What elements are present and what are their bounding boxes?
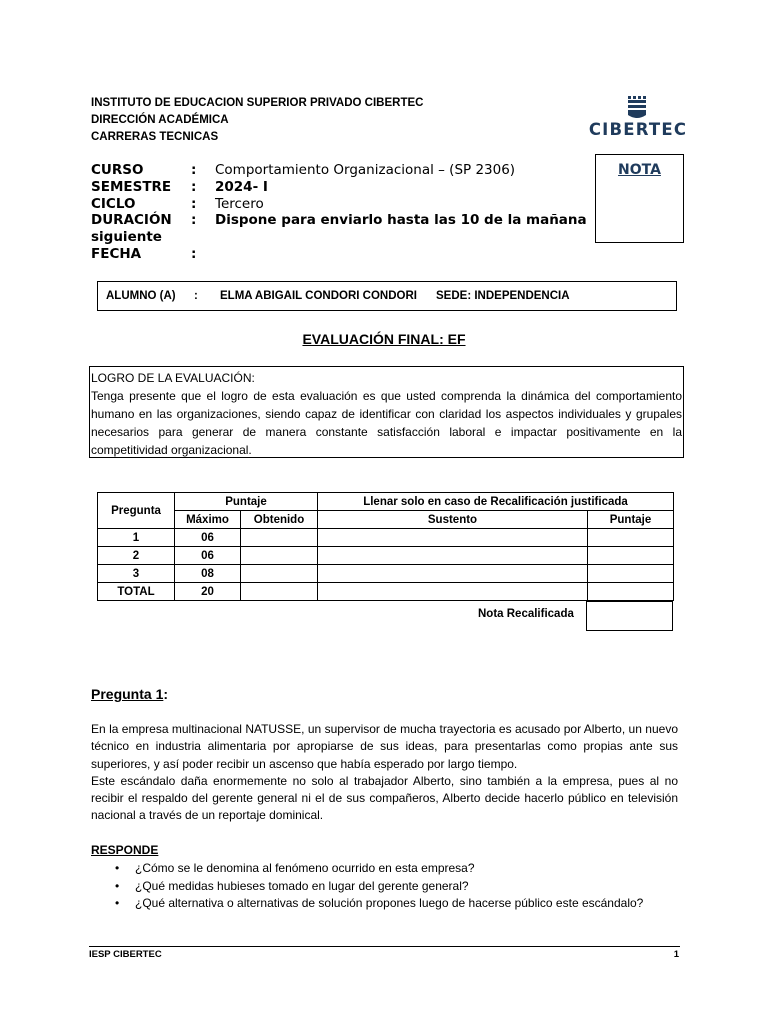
row-obtained-cell[interactable]: [241, 547, 318, 565]
cibertec-logo: [588, 96, 688, 142]
row-sustento-cell[interactable]: [318, 583, 588, 601]
curso-value: Comportamiento Organizacional – (SP 2306): [215, 162, 516, 178]
colon: :: [191, 195, 197, 212]
list-item: [91, 860, 643, 878]
row-max: 06: [175, 529, 241, 547]
header-sustento: Sustento: [318, 511, 588, 529]
row-puntaje-cell[interactable]: [588, 547, 674, 565]
semestre-value: 2024- I: [215, 178, 268, 195]
colon: :: [191, 245, 197, 262]
castle-icon: [588, 96, 688, 120]
header-recalificacion: Llenar solo en caso de Recalificación justificada: [318, 493, 674, 511]
ciclo-label: CICLO: [91, 195, 136, 212]
question-list: [91, 860, 643, 913]
duracion-continuation: siguiente: [91, 229, 162, 246]
row-puntaje-cell[interactable]: [588, 565, 674, 583]
duracion-value: Dispone para enviarlo hasta las 10 de la mañana: [215, 212, 587, 229]
row-max: 20: [175, 583, 241, 601]
row-question: 3: [98, 565, 175, 583]
list-item-text: ¿Qué medidas hubieses tomado en lugar del gerente general?: [135, 878, 469, 893]
header-maximo: Máximo: [175, 511, 241, 529]
responde-heading: RESPONDE: [91, 843, 159, 857]
table-row: [98, 529, 674, 547]
question-title-text: Pregunta 1: [91, 686, 164, 702]
evaluation-title: EVALUACIÓN FINAL: EF: [302, 331, 466, 347]
footer-divider: [89, 946, 680, 947]
semestre-label: SEMESTRE: [91, 178, 172, 195]
row-puntaje-cell[interactable]: [588, 583, 674, 601]
table-row: [98, 565, 674, 583]
logro-box: [89, 366, 684, 458]
row-obtained-cell[interactable]: [241, 565, 318, 583]
nota-label: NOTA: [618, 162, 661, 178]
table-row: [98, 547, 674, 565]
fecha-label: FECHA: [91, 245, 142, 262]
row-max: 06: [175, 547, 241, 565]
row-question: TOTAL: [98, 583, 175, 601]
institution-header: [91, 95, 423, 146]
logro-title: LOGRO DE LA EVALUACIÓN:: [91, 371, 255, 385]
row-obtained-cell[interactable]: [241, 583, 318, 601]
list-item: [91, 895, 643, 913]
colon: :: [191, 162, 197, 178]
technical-careers: CARRERAS TECNICAS: [91, 131, 219, 143]
header-obtenido: Obtenido: [241, 511, 318, 529]
question-paragraph: Este escándalo daña enormemente no solo al trabajador Alberto, sino también a la empresa, pues al no recibir el respaldo del gerente general ni el de sus compañeros, Alberto decide hacerlo público en televisión nacional a través de un reportaje dominical.: [91, 773, 678, 823]
nota-recalificada-box[interactable]: [586, 601, 673, 631]
nota-recalificada-label: Nota Recalificada: [478, 608, 574, 620]
student-sede: SEDE: INDEPENDENCIA: [436, 290, 570, 302]
student-name: ELMA ABIGAIL CONDORI CONDORI: [220, 290, 417, 302]
colon: :: [191, 212, 197, 229]
row-puntaje-cell[interactable]: [588, 529, 674, 547]
row-question: 2: [98, 547, 175, 565]
score-table: [97, 492, 674, 601]
bullet-icon: •: [115, 896, 120, 910]
question-title: [91, 686, 168, 702]
row-max: 08: [175, 565, 241, 583]
row-obtained-cell[interactable]: [241, 529, 318, 547]
list-item-text: ¿Qué alternativa o alternativas de solución propones luego de hacerse público este escándalo?: [135, 896, 644, 910]
bullet-icon: •: [115, 878, 120, 893]
header-puntaje: Puntaje: [175, 493, 318, 511]
question-paragraph: En la empresa multinacional NATUSSE, un supervisor de mucha trayectoria es acusado por Alberto, un nuevo técnico en industria alimentaria por apropiarse de sus ideas, para presentarlas como propias ante sus superiores, y así poder recibir un ascenso que había esperado por largo tiempo.: [91, 722, 678, 771]
row-sustento-cell[interactable]: [318, 565, 588, 583]
logro-text: Tenga presente que el logro de esta evaluación es que usted comprenda la dinámica del comportamiento humano en las organizaciones, siendo capaz de identificar con claridad los aspectos individuales y grupales necesarios para generar de manera constante satisfacción laboral e impactar positivamente en la competitividad organizacional.: [91, 389, 682, 457]
student-colon: :: [194, 290, 198, 302]
colon: :: [191, 178, 197, 195]
student-label: ALUMNO (A): [106, 290, 176, 302]
row-sustento-cell[interactable]: [318, 529, 588, 547]
logo-wordmark: CIBERTEC: [588, 120, 688, 139]
list-item: [91, 878, 643, 896]
table-row: [98, 583, 674, 601]
bullet-icon: •: [115, 861, 120, 875]
question-title-colon: :: [163, 686, 169, 702]
footer-institution: IESP CIBERTEC: [89, 949, 162, 960]
list-item-text: ¿Cómo se le denomina al fenómeno ocurrido en esta empresa?: [135, 861, 475, 875]
academic-direction: DIRECCIÓN ACADÉMICA: [91, 114, 229, 126]
question-body: [91, 721, 678, 825]
header-puntaje-recal: Puntaje: [588, 511, 674, 529]
student-box: [97, 281, 677, 311]
curso-label: CURSO: [91, 162, 144, 178]
institution-name: INSTITUTO DE EDUCACION SUPERIOR PRIVADO CIBERTEC: [91, 97, 424, 109]
nota-box[interactable]: [595, 154, 684, 243]
row-question: 1: [98, 529, 175, 547]
ciclo-value: Tercero: [215, 195, 264, 212]
row-sustento-cell[interactable]: [318, 547, 588, 565]
page-number: 1: [673, 949, 679, 960]
duracion-label: DURACIÓN: [91, 212, 172, 229]
header-pregunta: Pregunta: [98, 493, 175, 529]
